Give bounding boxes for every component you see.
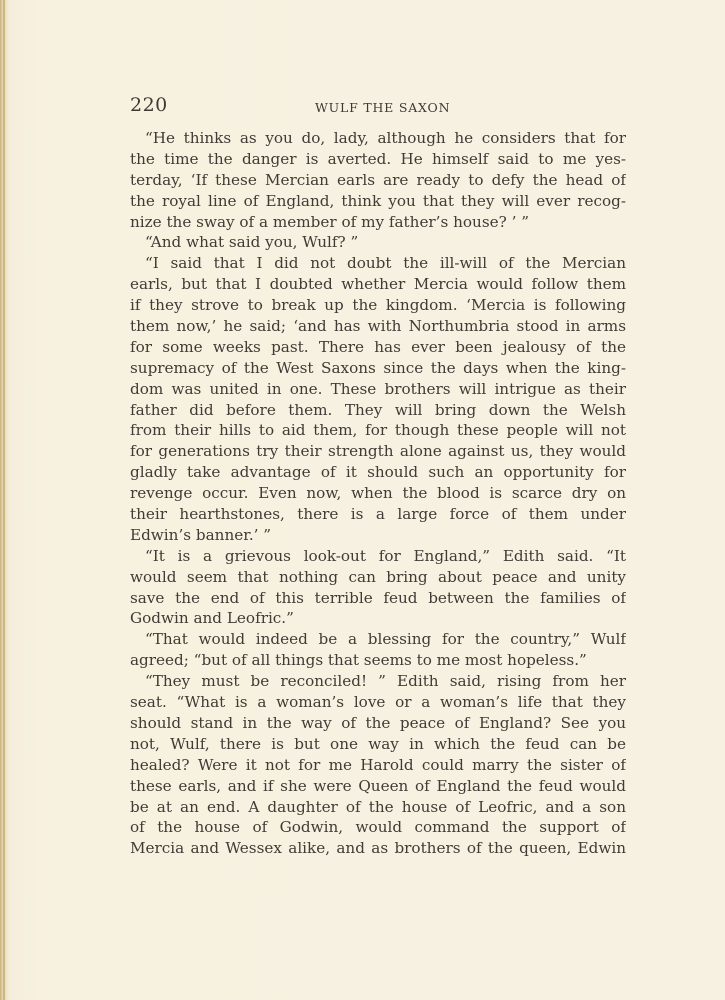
text-line: would seem that nothing can bring about peace and unity (130, 567, 626, 586)
text-line: of the house of Godwin, would command the support of (130, 818, 626, 837)
text-line: save the end of this terrible feud between the families of (130, 588, 626, 607)
text-line: seat. “What is a woman’s love or a woman’s life that they (130, 693, 626, 712)
text-line: if they strove to break up the kingdom. ‘Mercia is following (130, 296, 626, 315)
text-line: be at an end. A daughter of the house of Leofric, and a son (130, 797, 626, 816)
page-spine-edge (3, 0, 5, 1000)
text-line: terday, ‘If these Mercian earls are ready to defy the head of (130, 170, 626, 189)
text-line: Edwin’s banner.’ ” (130, 525, 272, 544)
text-line: their hearthstones, there is a large force of them under (130, 505, 626, 524)
text-line: Godwin and Leofric.” (130, 609, 294, 628)
page-number: 220 (130, 94, 168, 116)
text-line: “I said that I did not doubt the ill-will of the Mercian (145, 254, 626, 273)
text-line: should stand in the way of the peace of England? See you (130, 713, 626, 732)
text-line: “It is a grievous look-out for England,” Edith said. “It (145, 546, 626, 565)
text-line: father did before them. They will bring down the Welsh (130, 400, 626, 419)
text-line: supremacy of the West Saxons since the days when the king- (130, 358, 626, 377)
text-line: “That would indeed be a blessing for the country,” Wulf (145, 630, 626, 649)
text-line: these earls, and if she were Queen of England the feud would (130, 776, 626, 795)
running-head (130, 94, 626, 120)
text-line: dom was united in one. These brothers will intrigue as their (130, 379, 626, 398)
text-line: “They must be reconciled! ” Edith said, rising from her (145, 672, 626, 691)
text-line: revenge occur. Even now, when the blood is scarce dry on (130, 484, 626, 503)
text-line: gladly take advantage of it should such an opportunity for (130, 463, 626, 482)
text-line: for some weeks past. There has ever been jealousy of the (130, 337, 626, 356)
text-line: agreed; “but of all things that seems to me most hopeless.” (130, 651, 587, 670)
text-line: for generations try their strength alone against us, they would (130, 442, 626, 461)
text-line: them now,’ he said; ‘and has with Northumbria stood in arms (130, 317, 626, 336)
text-line: nize the sway of a member of my father’s house? ’ ” (130, 212, 530, 231)
text-line: from their hills to aid them, for though these people will not (130, 421, 626, 440)
text-line: “And what said you, Wulf? ” (145, 233, 359, 252)
text-line: the time the danger is averted. He himself said to me yes- (130, 149, 626, 168)
running-title: WULF THE SAXON (315, 100, 451, 115)
body-text (130, 128, 626, 859)
text-line: “He thinks as you do, lady, although he considers that for (145, 129, 626, 147)
text-line: the royal line of England, think you that they will ever recog- (130, 191, 626, 210)
text-line: earls, but that I doubted whether Mercia would follow them (130, 275, 626, 294)
text-line: Mercia and Wessex alike, and as brothers of the queen, Edwin (130, 839, 626, 858)
text-line: healed? Were it not for me Harold could marry the sister of (130, 755, 626, 774)
text-line: not, Wulf, there is but one way in which the feud can be (130, 734, 626, 753)
